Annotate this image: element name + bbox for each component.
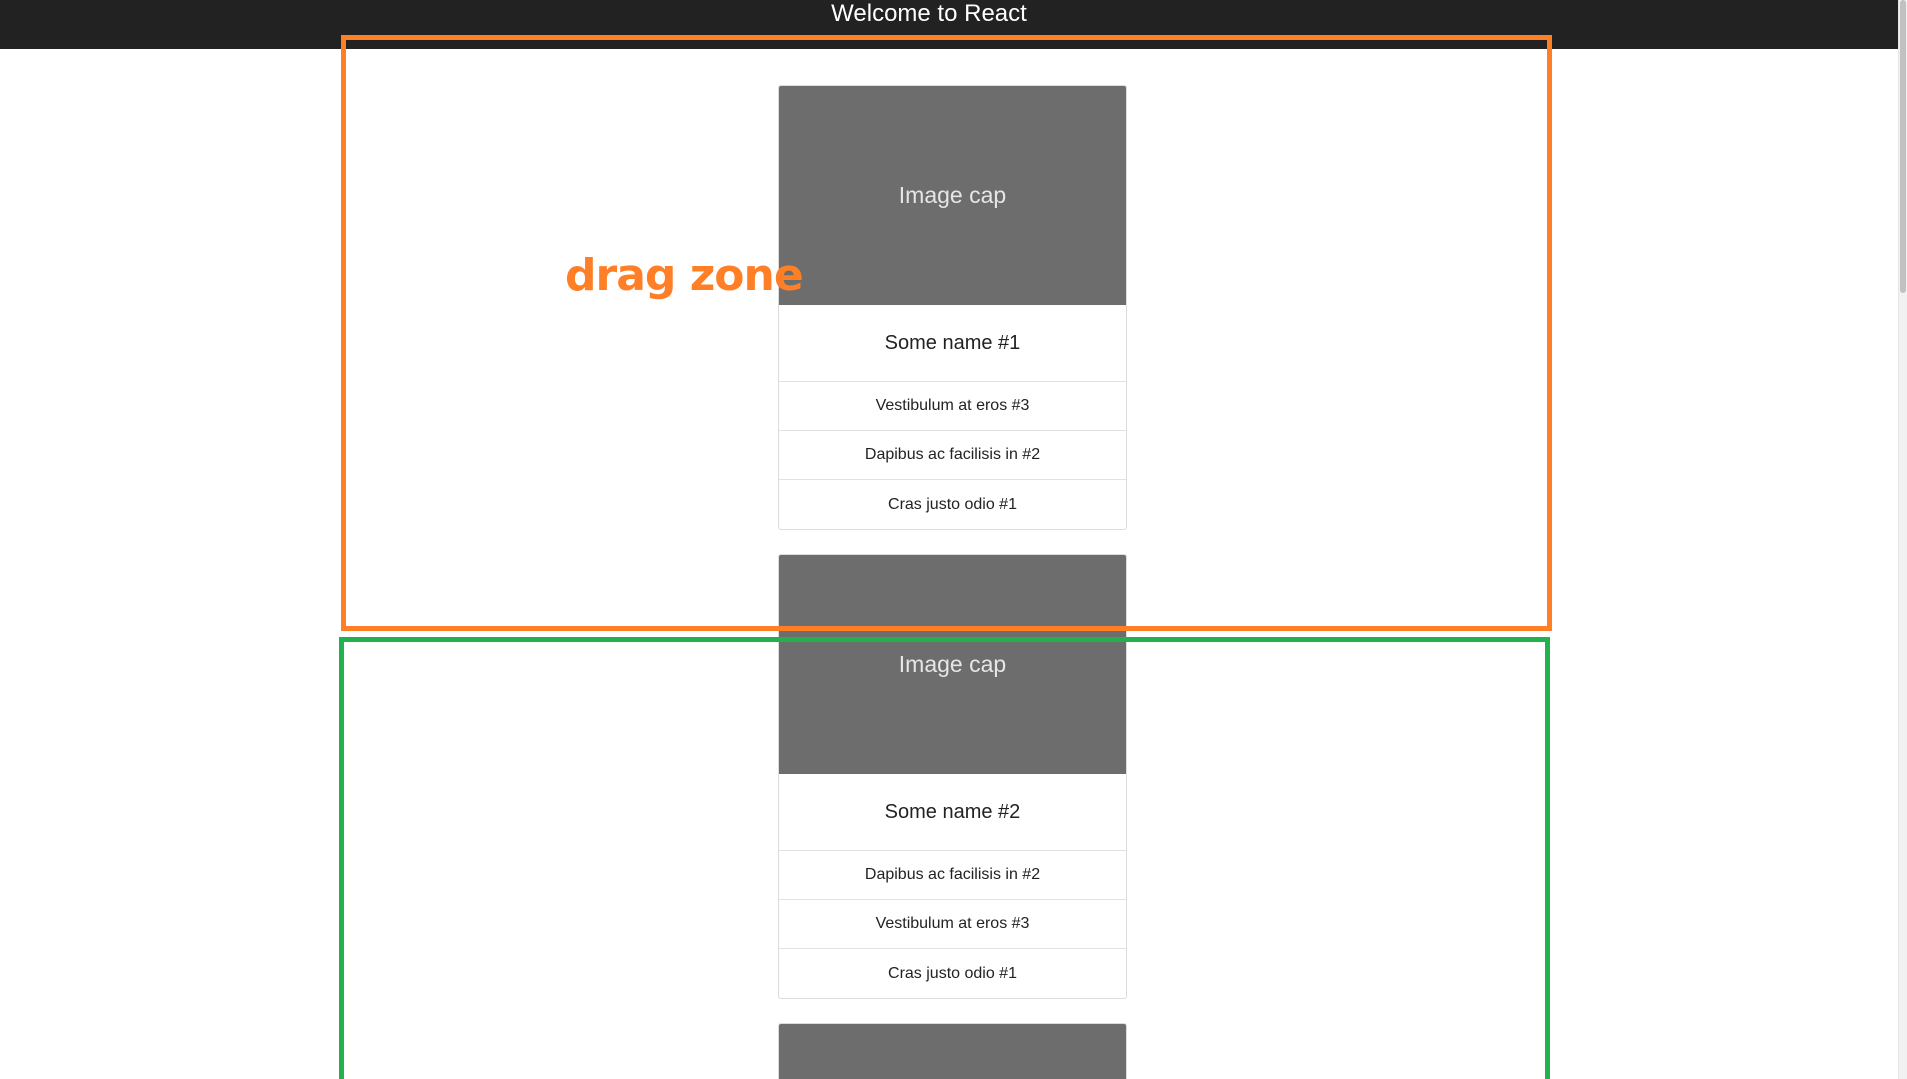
list-item: Dapibus ac facilisis in #2 (779, 851, 1126, 900)
card-image-label: Image cap (898, 651, 1007, 677)
vertical-scrollbar[interactable] (1898, 0, 1907, 1079)
page-title: Welcome to React (831, 0, 1027, 27)
list-item: Cras justo odio #1 (888, 495, 1017, 513)
list-item: Vestibulum at eros #3 (779, 900, 1126, 949)
card-title: Some name #1 (779, 305, 1126, 382)
drag-zone-label: drag zone (565, 250, 803, 301)
list-item: Vestibulum at eros #3 (779, 382, 1126, 431)
card-title: Some name #2 (779, 774, 1126, 851)
card-1[interactable] (778, 85, 1127, 530)
card-image-cap (779, 86, 1126, 305)
card-image-label: Image cap (898, 182, 1007, 208)
card-2[interactable] (778, 554, 1127, 999)
scrollbar-thumb[interactable] (1900, 0, 1906, 293)
list-item: Dapibus ac facilisis in #2 (779, 431, 1126, 480)
card-image-cap (779, 555, 1126, 774)
card-3[interactable] (778, 1023, 1127, 1079)
card-image-cap (779, 1024, 1126, 1079)
app-header (0, 0, 1907, 49)
list-item: Cras justo odio #1 (888, 964, 1017, 982)
